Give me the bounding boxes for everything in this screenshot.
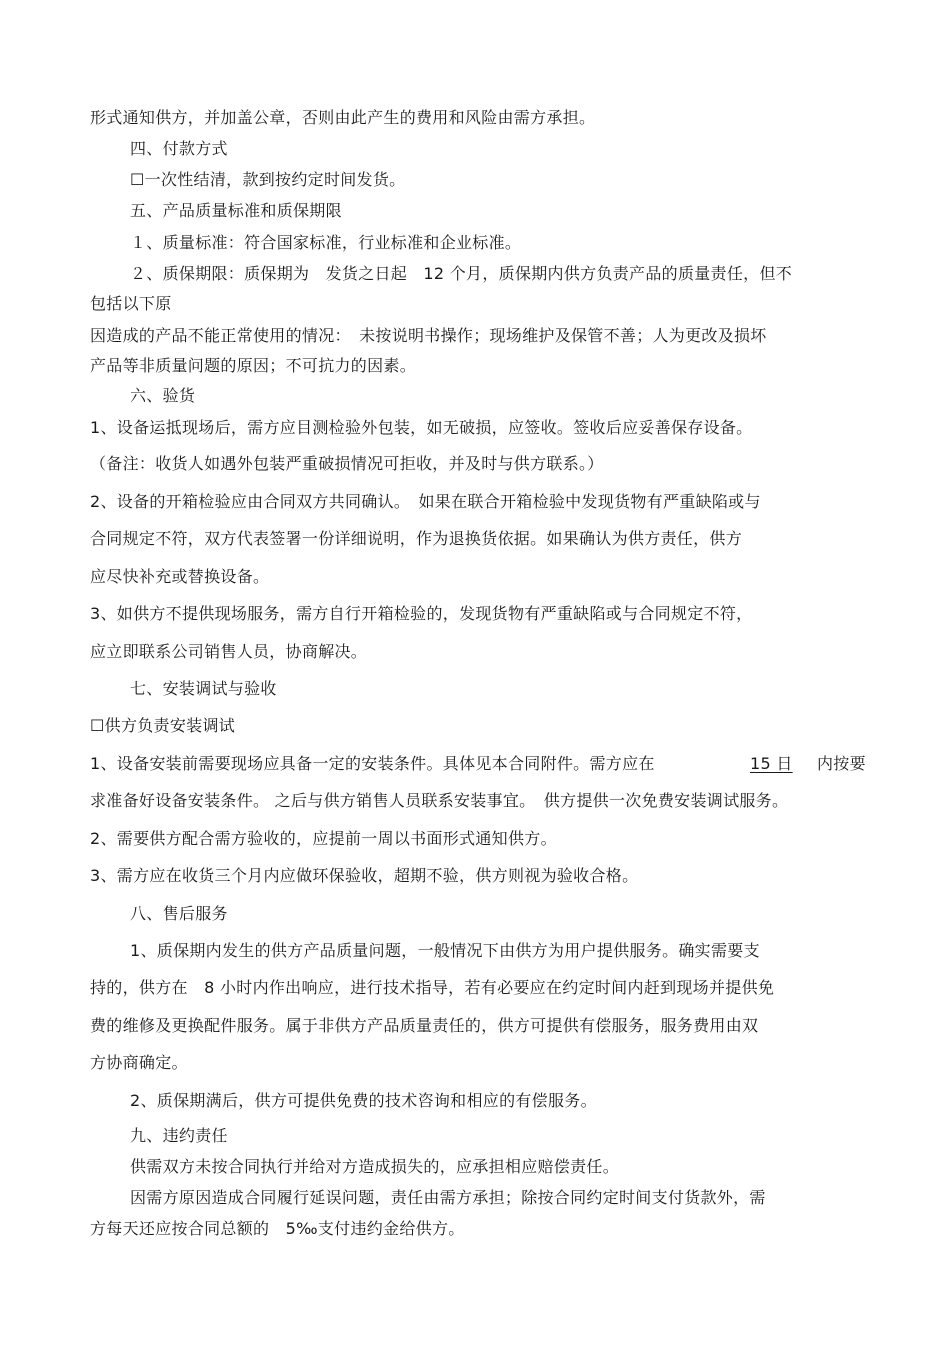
section-heading: 四、付款方式 <box>130 139 228 158</box>
text-line: 供需双方未按合同执行并给对方造成损失的，应承担相应赔偿责任。 <box>130 1157 620 1176</box>
text-line: 求准备好设备安装条件。 之后与供方销售人员联系安装事宜。 供方提供一次免费安装调试服务。 <box>90 791 789 810</box>
text-line: （备注：收货人如遇外包装严重破损情况可拒收，并及时与供方联系。） <box>90 454 604 473</box>
section-heading: 五、产品质量标准和质保期限 <box>130 201 342 220</box>
text-line: 应尽快补充或替换设备。 <box>90 567 270 586</box>
checkbox-option: ☐一次性结清，款到按约定时间发货。 <box>130 170 406 189</box>
text-line: 内按要 <box>817 754 866 773</box>
section-heading: 六、验货 <box>130 386 196 405</box>
underlined-days-value: 15 日 <box>750 754 793 773</box>
text-line: 方每天还应按合同总额的 5‰支付违约金给供方。 <box>90 1219 465 1238</box>
text-line: 3、需方应在收货三个月内应做环保验收，超期不验，供方则视为验收合格。 <box>90 866 639 885</box>
text-line: 因需方原因造成合同履行延误问题，责任由需方承担；除按合同约定时间支付货款外，需 <box>130 1188 766 1207</box>
section-heading: 九、违约责任 <box>130 1126 228 1145</box>
text-line: 形式通知供方，并加盖公章，否则由此产生的费用和风险由需方承担。 <box>90 108 596 127</box>
text-line: 包括以下原 <box>90 294 172 313</box>
text-line: 3、如供方不提供现场服务，需方自行开箱检验的，发现货物有严重缺陷或与合同规定不符， <box>90 604 753 623</box>
text-line: 2、需要供方配合需方验收的，应提前一周以书面形式通知供方。 <box>90 829 557 848</box>
section-heading: 七、安装调试与验收 <box>130 679 277 698</box>
text-line: 持的，供方在 8 小时内作出响应，进行技术指导，若有必要应在约定时间内赶到现场并提供免 <box>90 978 775 997</box>
text-line: 2、设备的开箱检验应由合同双方共同确认。 如果在联合开箱检验中发现货物有严重缺陷或与 <box>90 492 761 511</box>
text-line: 应立即联系公司销售人员，协商解决。 <box>90 642 368 661</box>
text-line: 合同规定不符，双方代表签署一份详细说明，作为退换货依据。如果确认为供方责任，供方 <box>90 529 743 548</box>
text-line: 1、设备运抵现场后，需方应目测检验外包装，如无破损，应签收。签收后应妥善保存设备。 <box>90 418 753 437</box>
section-heading: 八、售后服务 <box>130 904 228 923</box>
text-line: 2、质保期满后，供方可提供免费的技术咨询和相应的有偿服务。 <box>130 1091 597 1110</box>
text-line: １、质量标准：符合国家标准，行业标准和企业标准。 <box>130 233 522 252</box>
text-line: ２、质保期限：质保期为 发货之日起 12 个月，质保期内供方负责产品的质量责任，但不 <box>130 264 793 283</box>
text-line: 1、质保期内发生的供方产品质量问题，一般情况下由供方为用户提供服务。确实需要支 <box>130 941 760 960</box>
text-line: 因造成的产品不能正常使用的情况： 未按说明书操作；现场维护及保管不善；人为更改及损坏 <box>90 326 767 345</box>
text-line: 1、设备安装前需要现场应具备一定的安装条件。具体见本合同附件。需方应在 <box>90 754 655 773</box>
checkbox-option: ☐供方负责安装调试 <box>90 716 236 735</box>
text-line: 费的维修及更换配件服务。属于非供方产品质量责任的，供方可提供有偿服务，服务费用由双 <box>90 1016 759 1035</box>
text-line: 方协商确定。 <box>90 1053 188 1072</box>
text-line: 产品等非质量问题的原因；不可抗力的因素。 <box>90 356 417 375</box>
